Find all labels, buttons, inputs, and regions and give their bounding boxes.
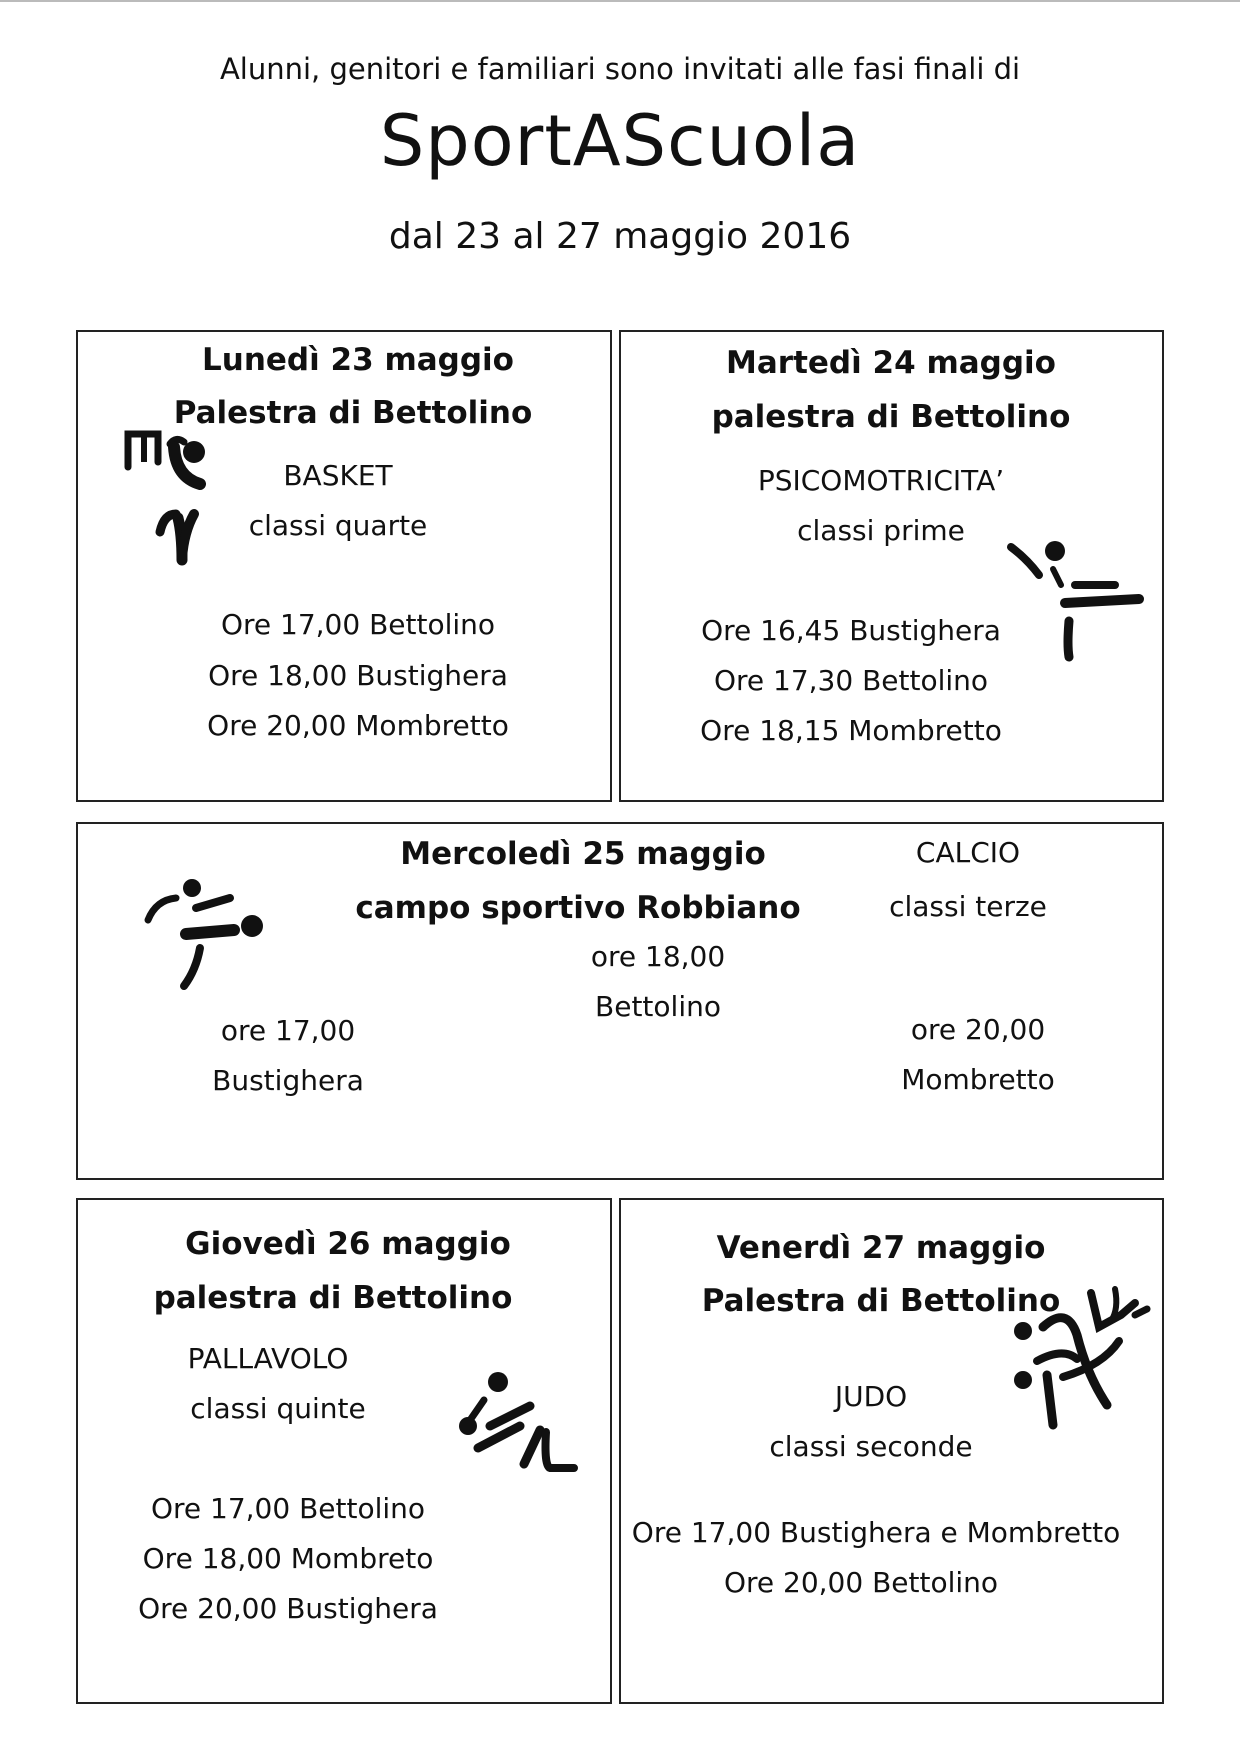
wednesday-left-time: ore 17,00	[220, 1014, 356, 1047]
monday-day: Lunedì 23 maggio	[202, 342, 514, 378]
tuesday-time-2: Ore 17,30 Bettolino	[713, 664, 989, 697]
friday-venue: Palestra di Bettolino	[701, 1283, 1061, 1319]
monday-time-1: Ore 17,00 Bettolino	[220, 608, 496, 641]
thursday-time-2: Ore 18,00 Mombreto	[142, 1542, 434, 1575]
friday-day: Venerdì 27 maggio	[716, 1230, 1046, 1266]
wednesday-center-place: Bettolino	[595, 990, 721, 1023]
friday-sport: JUDO	[834, 1380, 908, 1413]
judo-icon	[1007, 1285, 1155, 1435]
soccer-player-icon	[140, 874, 270, 994]
friday-classes: classi seconde	[769, 1430, 973, 1463]
friday-card	[619, 1198, 1164, 1704]
wednesday-card	[76, 822, 1164, 1180]
volleyball-player-icon	[454, 1370, 579, 1480]
thursday-day: Giovedì 26 maggio	[185, 1226, 511, 1262]
wednesday-venue: campo sportivo Robbiano	[355, 890, 801, 926]
tuesday-card	[619, 330, 1164, 802]
tuesday-time-3: Ore 18,15 Mombretto	[700, 714, 1002, 747]
gymnast-icon	[1003, 537, 1153, 667]
tuesday-sport: PSICOMOTRICITA’	[757, 464, 1005, 497]
monday-card	[76, 330, 612, 802]
friday-time-2: Ore 20,00 Bettolino	[723, 1566, 999, 1599]
monday-venue: Palestra di Bettolino	[173, 395, 533, 431]
thursday-card	[76, 1198, 612, 1704]
date-range: dal 23 al 27 maggio 2016	[388, 216, 852, 257]
tuesday-day: Martedì 24 maggio	[726, 345, 1056, 381]
monday-classes: classi quarte	[248, 509, 428, 542]
top-border	[0, 0, 1240, 2]
monday-sport: BASKET	[283, 459, 393, 492]
thursday-classes: classi quinte	[190, 1392, 366, 1425]
monday-time-3: Ore 20,00 Mombretto	[207, 709, 509, 742]
thursday-time-3: Ore 20,00 Bustighera	[138, 1592, 438, 1625]
tuesday-venue: palestra di Bettolino	[711, 399, 1071, 435]
wednesday-center-time: ore 18,00	[590, 940, 726, 973]
monday-time-2: Ore 18,00 Bustighera	[208, 659, 508, 692]
wednesday-classes: classi terze	[889, 890, 1047, 923]
page-title: SportAScuola	[379, 100, 861, 182]
tuesday-time-1: Ore 16,45 Bustighera	[701, 614, 1001, 647]
wednesday-left-place: Bustighera	[212, 1064, 364, 1097]
wednesday-right-time: ore 20,00	[910, 1013, 1046, 1046]
thursday-time-1: Ore 17,00 Bettolino	[150, 1492, 426, 1525]
thursday-sport: PALLAVOLO	[187, 1342, 349, 1375]
basketball-player-icon	[124, 422, 224, 572]
wednesday-sport: CALCIO	[915, 836, 1021, 869]
wednesday-right-place: Mombretto	[901, 1063, 1055, 1096]
intro-text: Alunni, genitori e familiari sono invitati alle fasi finali di	[219, 52, 1021, 86]
wednesday-day: Mercoledì 25 maggio	[400, 836, 766, 872]
tuesday-classes: classi prime	[797, 514, 965, 547]
thursday-venue: palestra di Bettolino	[153, 1280, 513, 1316]
friday-time-1: Ore 17,00 Bustighera e Mombretto	[631, 1516, 1121, 1549]
